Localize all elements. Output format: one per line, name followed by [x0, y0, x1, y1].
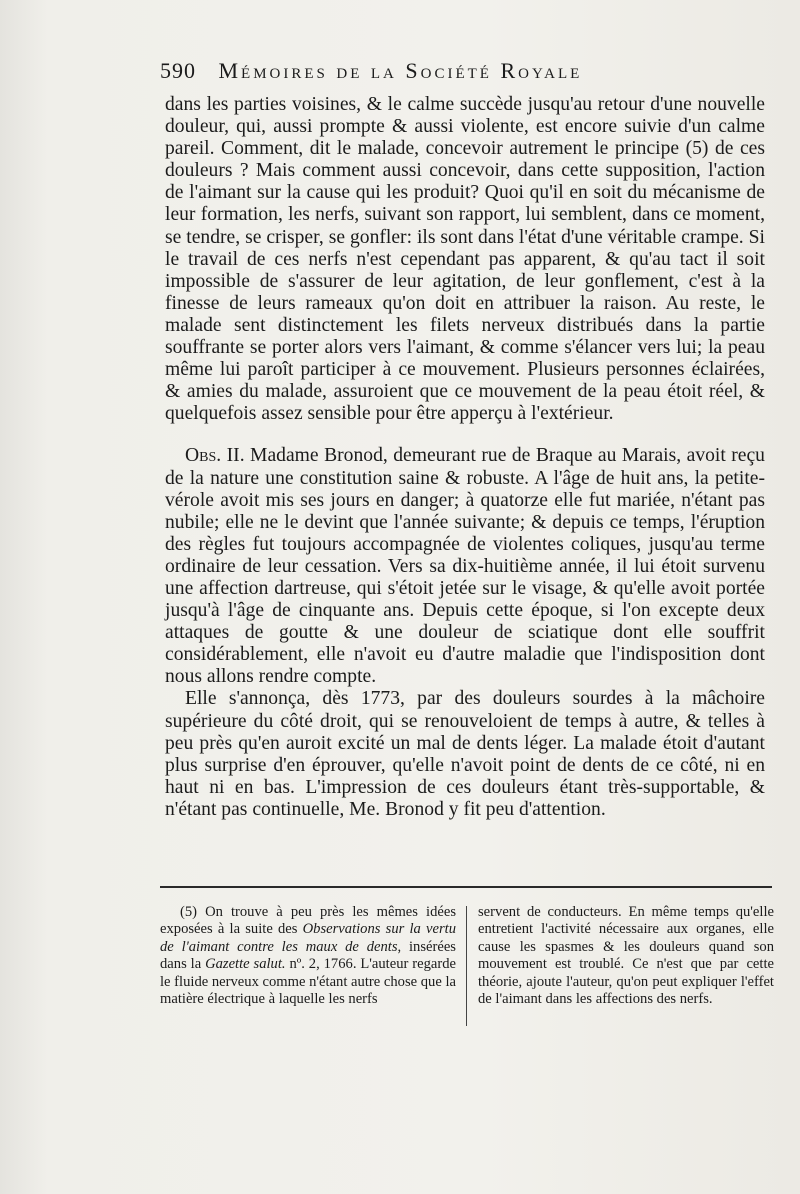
- running-title: Mémoires de la Société Royale: [218, 58, 583, 83]
- footnote-5: (5) On trouve à peu près les mêmes idées exposées à la suite des Observations sur la vertu de l'aimant contre les maux de dents, insérées dans la Gazette salut. nº. 2, 1766. L'auteur regarde le fluide nerveux comme n'étant autre chose que la matière électrique à laquelle les nerfs: [160, 904, 457, 1008]
- main-text: [165, 94, 765, 821]
- footnote-right-column: [478, 904, 774, 1008]
- footnote-left-column: [160, 904, 456, 1008]
- observation-label: Obs. II.: [185, 445, 245, 467]
- paragraph-onset: Elle s'annonça, dès 1773, par des douleurs sourdes à la mâchoire supérieure du côté droit, qui se renouveloient de temps à autre, & telles à peu près qu'en auroit excité un mal de dents léger. La malade étoit d'autant plus surprise d'en éprouver, qu'elle n'avoit point de dents de ce côté, ni en haut ni en bas. L'impression de ces douleurs étant très-supportable, & n'étant pas continuelle, Me. Bronod y fit peu d'attention.: [165, 688, 765, 820]
- footnote-5-continued: servent de conducteurs. En même temps qu'elle entretient l'activité nécessaire aux organes, elle cause les spasmes & les douleurs quand son mouvement est troublé. Ce n'est que par cette théorie, ajoute l'auteur, qu'on peut expliquer l'effet de l'aimant dans les affections des nerfs.: [478, 904, 774, 1008]
- paragraph-observation-2: [165, 445, 765, 688]
- footnote-gazette-title: Gazette salut.: [205, 956, 286, 973]
- footnote-column-divider: [466, 906, 467, 1026]
- footnote-separator: [160, 886, 772, 888]
- paragraph-continuation: dans les parties voisines, & le calme succède jusqu'au retour d'une nouvelle douleur, qui, aussi prompte & aussi violente, est encore suivie d'un calme pareil. Comment, dit le malade, concevoir autrement le principe (5) de ces douleurs ? Mais comment aussi concevoir, dans cette supposition, l'action de l'aimant sur la cause qui les produit? Quoi qu'il en soit du mécanisme de leur formation, les nerfs, suivant son rapport, lui semblent, dans ce moment, se tendre, se crisper, se gonfler: ils sont dans l'état d'une véritable crampe. Si le travail de ces nerfs n'est cependant pas apparent, & qu'au tact il soit impossible de s'assurer de leur agitation, de leur gonflement, c'est à la finesse de leurs rameaux qu'on doit en attribuer la raison. Au reste, le malade sent distinctement les filets nerveux distribués dans la partie souffrante se porter alors vers l'aimant, & comme s'élancer vers lui; la peau même lui paroît participer à ce mouvement. Plusieurs personnes éclairées, & amies du malade, assuroient que ce mouvement de la peau étoit réel, & quelquefois assez sensible pour être apperçu à l'extérieur.: [165, 94, 765, 425]
- footnote-work-title: Observations sur la vertu de l'aimant contre les maux de dents: [160, 921, 456, 955]
- running-header: [160, 58, 740, 84]
- page-number: 590: [160, 58, 196, 83]
- observation-text: Madame Bronod, demeurant rue de Braque au Marais, avoit reçu de la nature une constitution saine & robuste. A l'âge de huit ans, la petite-vérole avoit mis ses jours en danger; à quatorze elle fut mariée, n'étant pas nubile; elle ne le devint que l'année suivante; & depuis ce temps, l'éruption des règles fut toujours accompagnée de violentes coliques, jusqu'au terme ordinaire de leur cessation. Vers sa dix-huitième année, il lui étoit survenu une affection dartreuse, qui s'étoit jetée sur le visage, & qu'elle avoit portée jusqu'à l'âge de cinquante ans. Depuis cette époque, si l'on excepte deux attaques de goutte & une douleur de sciatique dont elle souffrit considérablement, elle n'avoit eu d'autre maladie que l'indisposition dont nous allons rendre compte.: [165, 445, 765, 688]
